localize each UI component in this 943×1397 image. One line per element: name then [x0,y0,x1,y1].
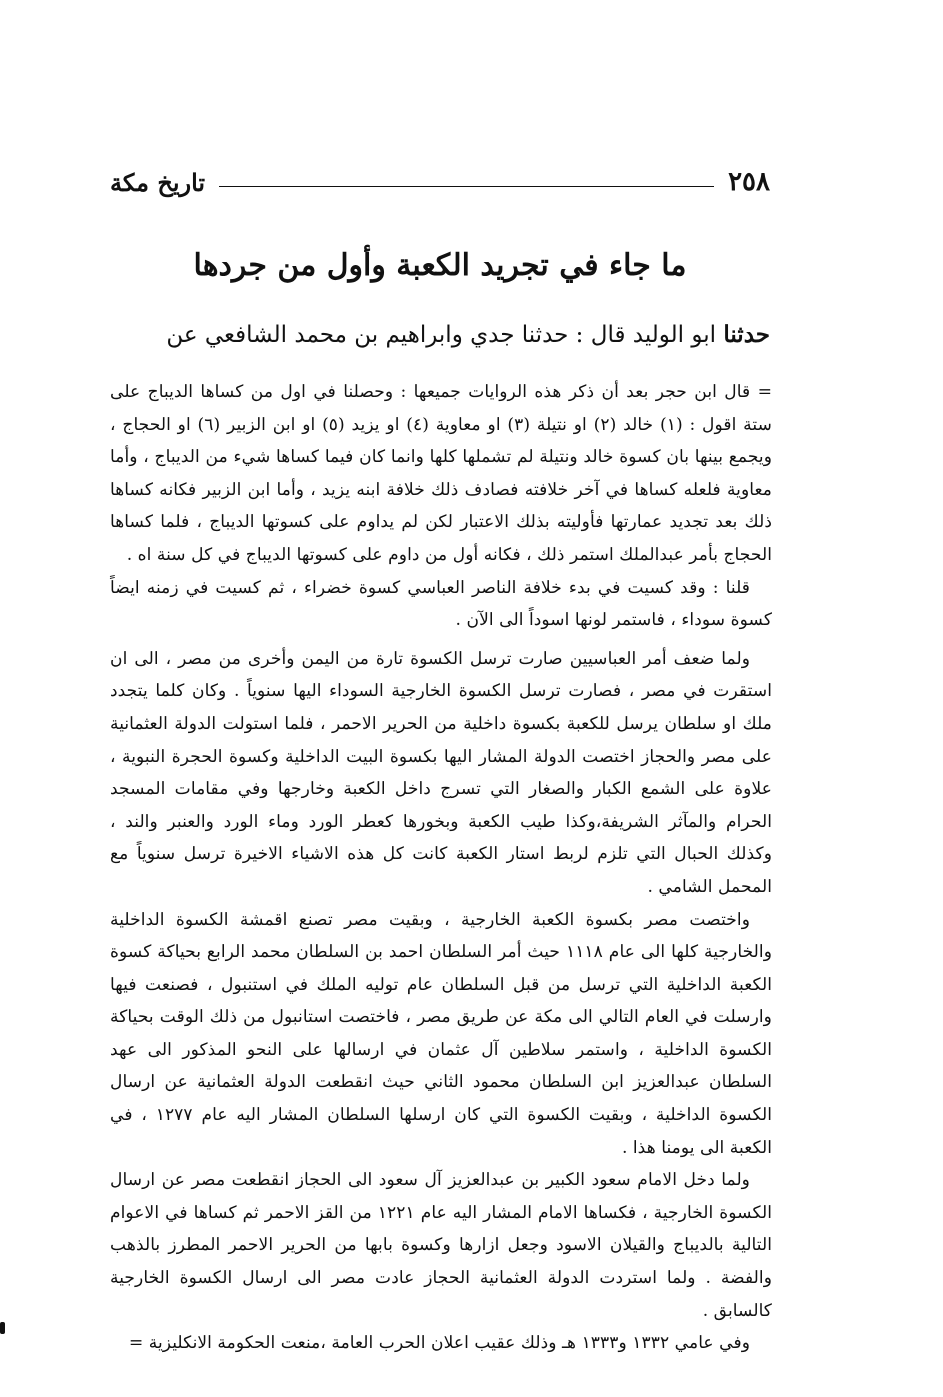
footnote-paragraph: ولما دخل الامام سعود الكبير بن عبدالعزيز آل سعود الى الحجاز انقطعت مصر عن ارسال الكسوة الخارجية ، فكساها الامام المشار اليه عام ١٢٢١ من القز الاحمر ثم كساها في الاعوام التالية بالديباج والقيلان الاسود وجعل ازارها وكسوة بابها من الحرير الاحمر المطرز بالذهب والفضة . ولما استردت الدولة العثمانية الحجاز عادت مصر الى ارسال الكسوة الخارجية كالسابق . [110,1170,772,1321]
narration-lead: حدثنا [723,321,770,348]
footnote-paragraph: واختصت مصر بكسوة الكعبة الخارجية ، وبقيت مصر تصنع اقمشة الكسوة الداخلية والخارجية كلها الى عام ١١١٨ حيث أمر السلطان احمد بن السلطان محمد الرابع بحياكة كسوة الكعبة الداخلية التي ترسل من قبل السلطان عام توليه الملك في استنبول ، فصنعت فيها وارسلت في العام التالي الى مكة عن طريق مصر ، فاختصت استانبول من ذلك الوقت بحياكة الكسوة الداخلية ، واستمر سلاطين آل عثمان في ارسالها على النحو المذكور الى عهد السلطان عبدالعزيز ابن السلطان محمود الثاني حيث انقطعت الدولة العثمانية عن ارسال الكسوة الداخلية ، وبقيت الكسوة التي كان ارسلها السلطان المشار اليه عام ١٢٧٧ ، في الكعبة الى يومنا هذا . [110,909,772,1158]
narration-line [110,318,770,352]
page-edge-mark [0,1322,5,1334]
page-number: ٢٥٨ [728,167,770,197]
chapter-title: ما جاء في تجريد الكعبة وأول من جردها [193,248,687,283]
footnote-paragraph: قلنا : وقد كسيت في بدء خلافة الناصر العباسي كسوة خضراء ، ثم كسيت في زمنه ايضاً كسوة سوداء ، فاستمر لونها اسوداً الى الآن . [110,577,772,631]
header-rule [219,186,714,187]
footnote-paragraph: ولما ضعف أمر العباسيين صارت ترسل الكسوة تارة من اليمن وأخرى من مصر ، الى ان استقرت في مصر ، فصارت ترسل الكسوة الخارجية السوداء اليها سنوياً . وكان كلما يتجدد ملك او سلطان يرسل للكعبة بكسوة داخلية من الحرير الاحمر ، فلما استولت الدولة العثمانية على مصر والحجاز اختصت الدولة المشار اليها بكسوة البيت الداخلية وكسوة الحجرة النبوية ، علاوة على الشمع الكبار والصغار التي تسرج داخل الكعبة وخارجها وفي مقامات المسجد الحرام والمآثر الشريفة،وكذا طيب الكعبة وبخورها كعطر الورد وماء الورد والعنبر والند ، وكذلك الحبال التي تلزم لربط استار الكعبة كانت كل هذه الاشياء الاخيرة ترسل سنوياً مع المحمل الشامي . [110,648,772,897]
footnote-paragraph: وفي عامي ١٣٣٢ و١٣٣٣ هـ وذلك عقيب اعلان الحرب العامة ،منعت الحكومة الانكليزية = [128,1333,750,1354]
footnote-paragraph: = قال ابن حجر بعد أن ذكر هذه الروايات جميعها : وحصلنا في اول من كساها الديباج على ستة اقول : (١) خالد (٢) او نتيلة (٣) او معاوية (٤) او يزيد (٥) او ابن الزبير (٦) او الحجاج ، ويجمع بينها بان كسوة خالد ونتيلة لم تشملها كلها وانما كان فيما كساها شيء من الديباج ، وأما معاوية فلعله كساها في آخر خلافته فصادف ذلك خلافة ابنه يزيد ، وأما ابن الزبير فكانه كساها ذلك بعد تجديد عمارتها فأوليته بذلك الاعتبار لكن لم يداوم على كسوتها الديباج ، فلما كساها الحجاج بأمر عبدالملك استمر ذلك ، فكانه أول من داوم على كسوتها الديباج في كل سنة اه . [110,382,772,565]
running-head [110,162,770,202]
book-title: تاريخ مكة [110,167,206,197]
narration-text: ابو الوليد قال : حدثنا جدي وابراهيم بن محمد الشافعي عن [166,322,717,348]
footnote [110,376,772,1360]
